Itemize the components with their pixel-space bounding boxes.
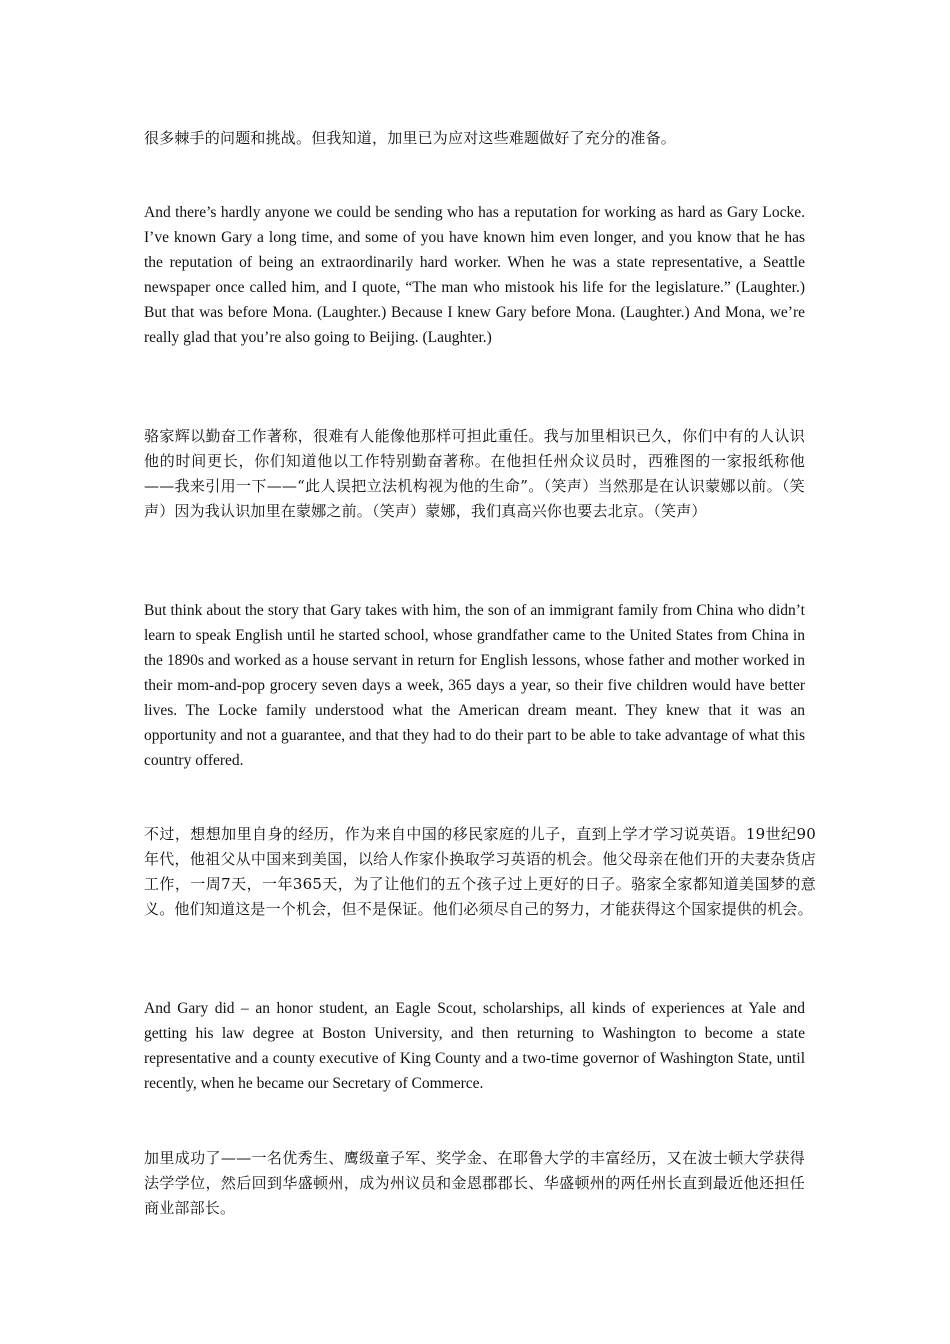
paragraph-english-3: And Gary did – an honor student, an Eagle Scout, scholarships, all kinds of experiences at Yale and getting his law degree at Boston University, and then returning to Washington to become a state representative and a county executive of King County and a two-time governor of Washington State, until recently, when he became our Secretary of Commerce. — [144, 1000, 805, 1092]
paragraph-chinese-1: 很多棘手的问题和挑战。但我知道，加里已为应对这些难题做好了充分的准备。 — [144, 129, 677, 147]
paragraph-english-1: And there’s hardly anyone we could be sending who has a reputation for working as hard as Gary Locke. I’ve known Gary a long time, and some of you have known him even longer, and you know that he has the reputation of being an extraordinarily hard worker. When he was a state representative, a Seattle newspaper once called him, and I quote, “The man who mistook his life for the legislature.” (Laughter.) But that was before Mona. (Laughter.) Because I knew Gary before Mona. (Laughter.) And Mona, we’re really glad that you’re also going to Beijing. (Laughter.) — [144, 204, 805, 346]
paragraph-chinese-4: 加里成功了——一名优秀生、鹰级童子军、奖学金、在耶鲁大学的丰富经历，又在波士顿大学获得法学学位，然后回到华盛顿州，成为州议员和金恩郡郡长、华盛顿州的两任州长直到最近他还担任商业部部长。 — [144, 1149, 805, 1217]
paragraph-english-2: But think about the story that Gary takes with him, the son of an immigrant family from China who didn’t learn to speak English until he started school, whose grandfather came to the United States from China in the 1890s and worked as a house servant in return for English lessons, whose father and mother worked in their mom-and-pop grocery seven days a week, 365 days a year, so their five children would have better lives. The Locke family understood what the American dream meant. They knew that it was an opportunity and not a guarantee, and that they had to do their part to be able to take advantage of what this country offered. — [144, 602, 805, 769]
paragraph-chinese-2: 骆家辉以勤奋工作著称，很难有人能像他那样可担此重任。我与加里相识已久，你们中有的人认识他的时间更长，你们知道他以工作特别勤奋著称。在他担任州众议员时，西雅图的一家报纸称他——我来引用一下——“此人误把立法机构视为他的生命”。（笑声）当然那是在认识蒙娜以前。（笑声）因为我认识加里在蒙娜之前。（笑声）蒙娜，我们真高兴你也要去北京。（笑声） — [144, 427, 805, 520]
paragraph-chinese-3: 不过，想想加里自身的经历，作为来自中国的移民家庭的儿子，直到上学才学习说英语。19世纪90年代，他祖父从中国来到美国，以给人作家仆换取学习英语的机会。他父母亲在他们开的夫妻杂货店工作，一周7天，一年365天，为了让他们的五个孩子过上更好的日子。骆家全家都知道美国梦的意义。他们知道这是一个机会，但不是保证。他们必须尽自己的努力，才能获得这个国家提供的机会。 — [144, 825, 816, 918]
